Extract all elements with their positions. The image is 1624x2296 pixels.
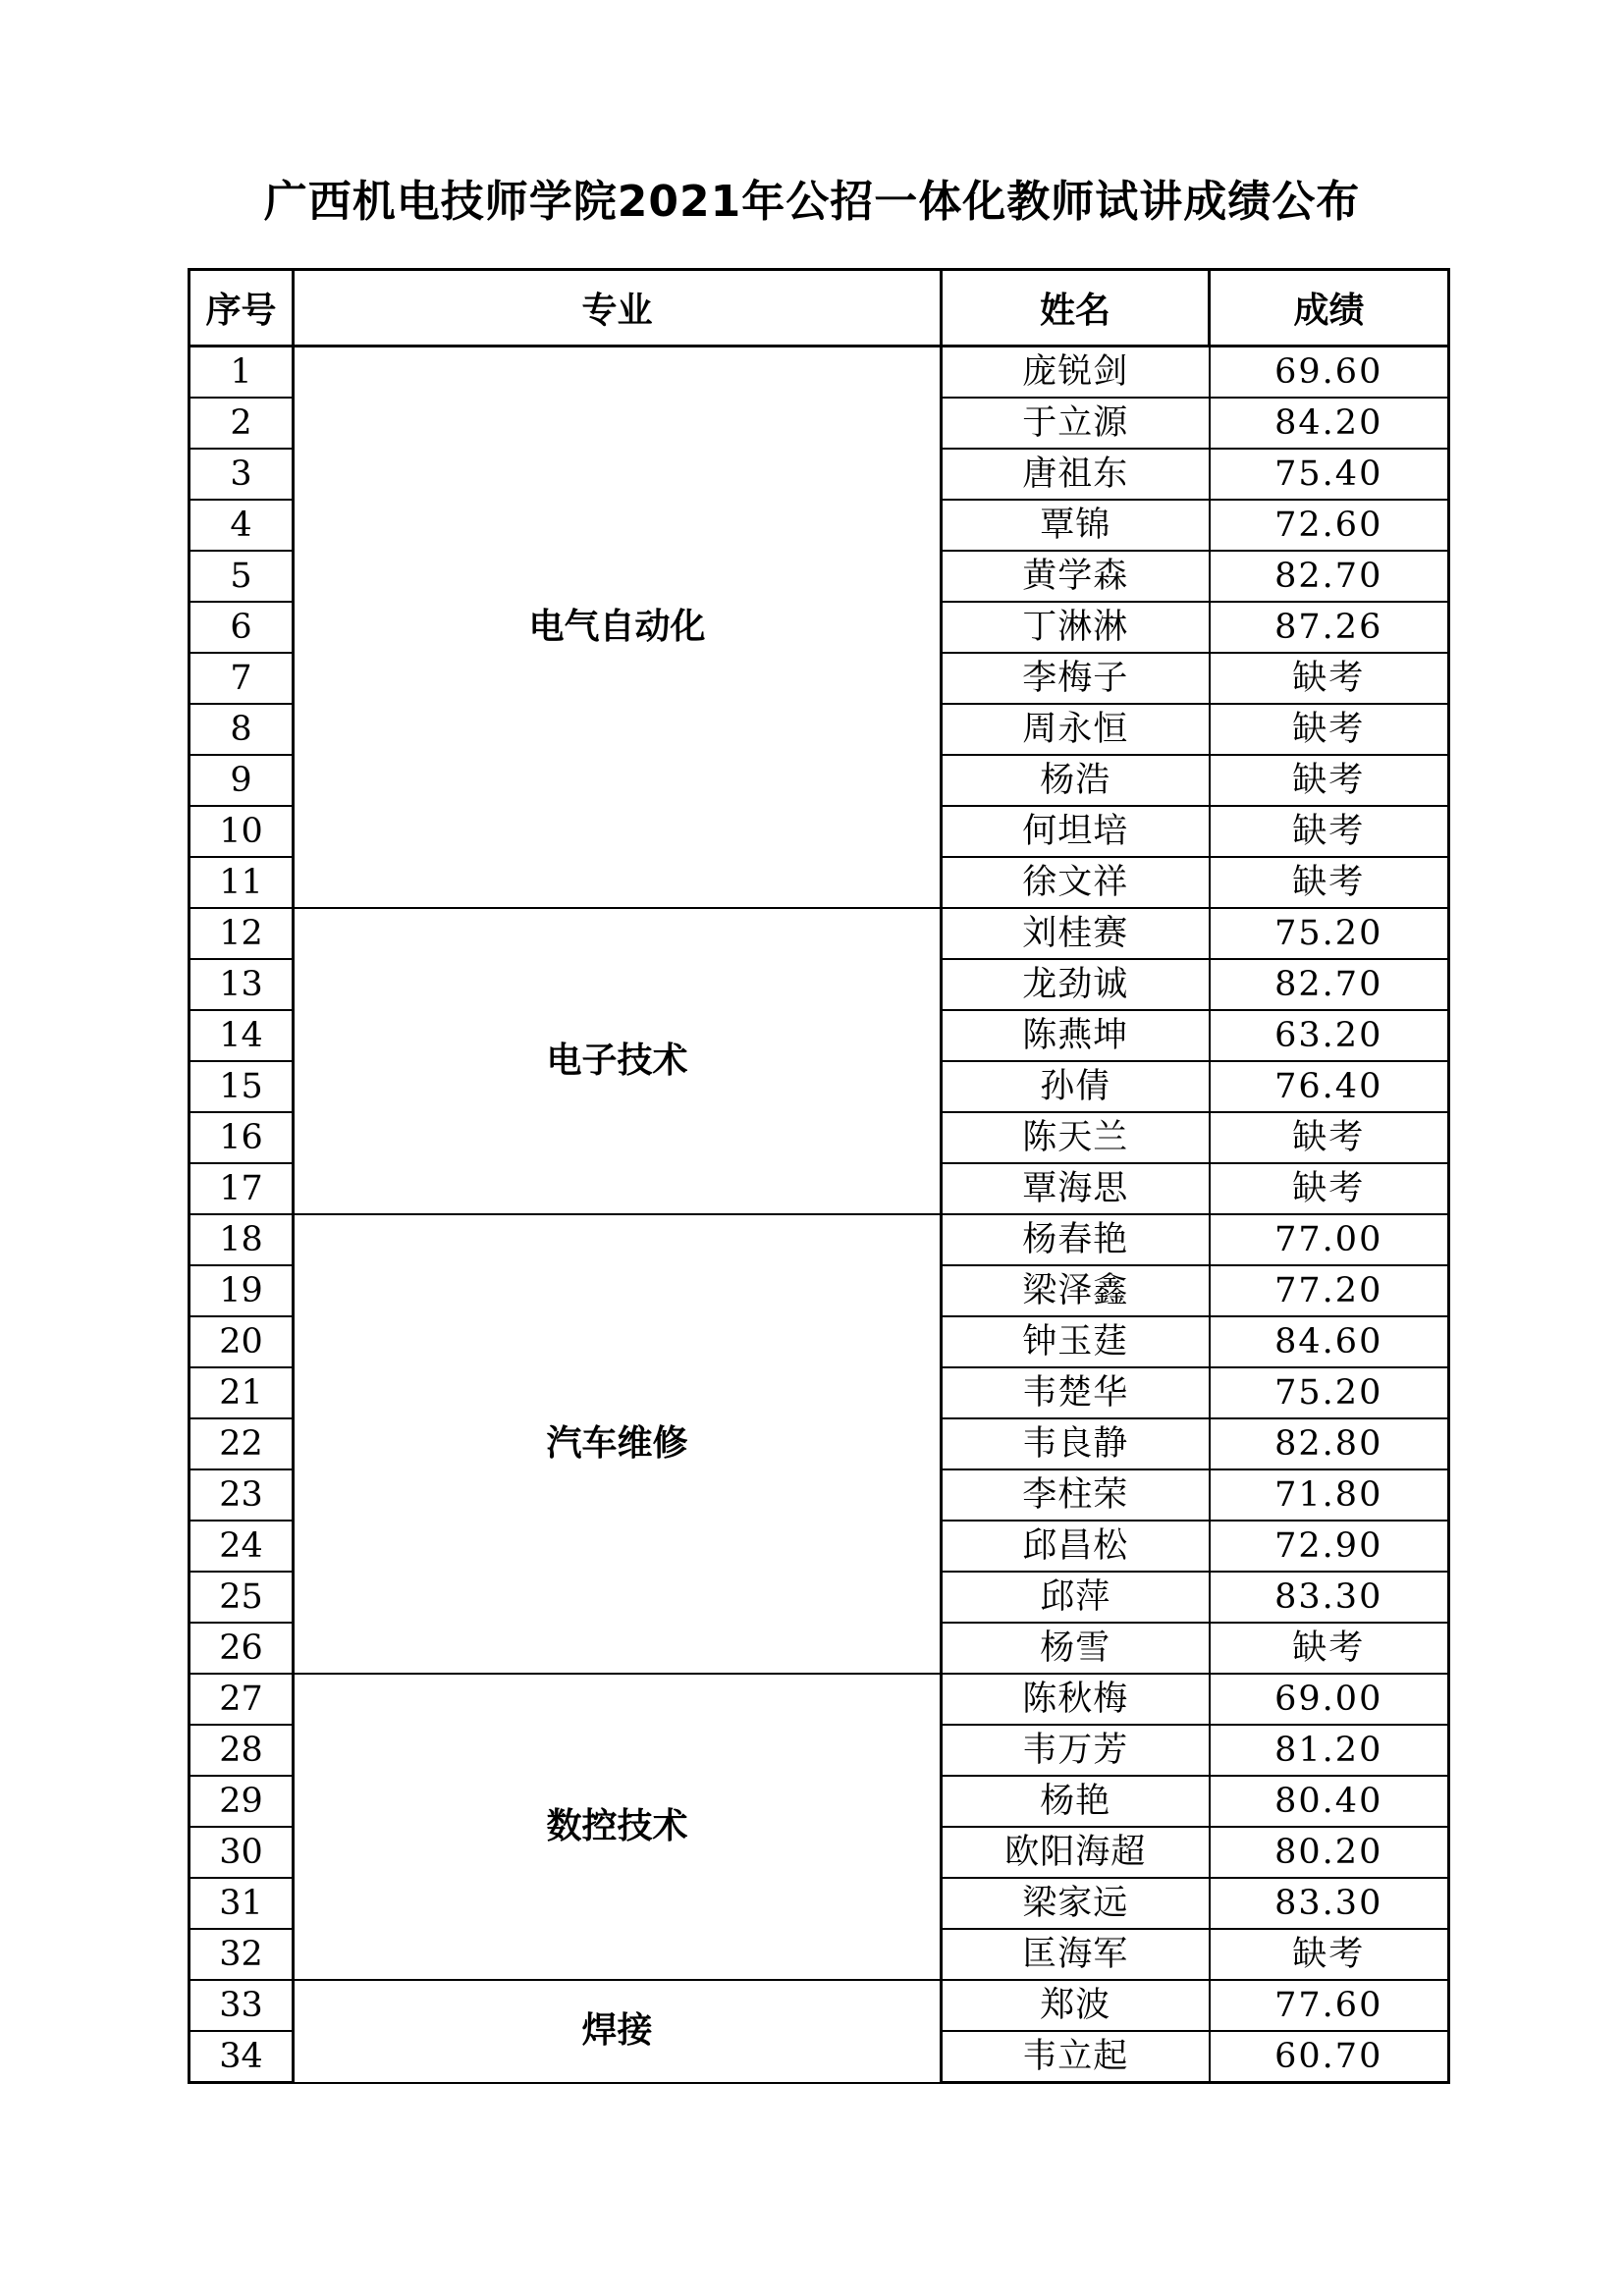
candidate-score: 84.20 [1210,398,1449,449]
candidate-score: 77.00 [1210,1214,1449,1265]
candidate-name: 于立源 [942,398,1210,449]
row-number: 27 [189,1674,294,1725]
major-cell: 电气自动化 [294,347,942,909]
candidate-score: 80.40 [1210,1776,1449,1827]
candidate-name: 欧阳海超 [942,1827,1210,1878]
candidate-name: 龙劲诚 [942,959,1210,1010]
row-number: 22 [189,1418,294,1469]
row-number: 19 [189,1265,294,1316]
row-number: 7 [189,653,294,704]
table-row [189,1674,1449,1725]
major-cell: 数控技术 [294,1674,942,1980]
row-number: 16 [189,1112,294,1163]
candidate-score: 84.60 [1210,1316,1449,1367]
candidate-score: 69.60 [1210,347,1449,399]
candidate-score: 63.20 [1210,1010,1449,1061]
candidate-score: 69.00 [1210,1674,1449,1725]
candidate-name: 周永恒 [942,704,1210,755]
row-number: 29 [189,1776,294,1827]
candidate-score: 缺考 [1210,1623,1449,1674]
candidate-score: 82.80 [1210,1418,1449,1469]
candidate-score: 缺考 [1210,653,1449,704]
row-number: 3 [189,449,294,500]
candidate-name: 李梅子 [942,653,1210,704]
candidate-score: 缺考 [1210,806,1449,857]
row-number: 34 [189,2031,294,2083]
candidate-score: 缺考 [1210,1112,1449,1163]
row-number: 31 [189,1878,294,1929]
candidate-score: 82.70 [1210,551,1449,602]
candidate-score: 75.40 [1210,449,1449,500]
candidate-name: 孙倩 [942,1061,1210,1112]
table-row [189,347,1449,399]
row-number: 8 [189,704,294,755]
header-major: 专业 [294,270,942,347]
candidate-name: 韦万芳 [942,1725,1210,1776]
candidate-name: 徐文祥 [942,857,1210,908]
row-number: 21 [189,1367,294,1418]
major-cell: 汽车维修 [294,1214,942,1674]
header-score: 成绩 [1210,270,1449,347]
row-number: 1 [189,347,294,399]
candidate-score: 75.20 [1210,1367,1449,1418]
candidate-score: 缺考 [1210,755,1449,806]
candidate-name: 黄学森 [942,551,1210,602]
candidate-name: 邱昌松 [942,1521,1210,1572]
table-body [189,347,1449,2083]
row-number: 30 [189,1827,294,1878]
candidate-name: 陈天兰 [942,1112,1210,1163]
candidate-name: 李柱荣 [942,1469,1210,1521]
row-number: 6 [189,602,294,653]
candidate-name: 韦良静 [942,1418,1210,1469]
row-number: 28 [189,1725,294,1776]
candidate-score: 75.20 [1210,908,1449,959]
candidate-name: 邱萍 [942,1572,1210,1623]
candidate-score: 72.90 [1210,1521,1449,1572]
candidate-score: 77.60 [1210,1980,1449,2031]
row-number: 9 [189,755,294,806]
major-cell: 电子技术 [294,908,942,1214]
candidate-name: 梁泽鑫 [942,1265,1210,1316]
header-name: 姓名 [942,270,1210,347]
row-number: 14 [189,1010,294,1061]
candidate-score: 缺考 [1210,1929,1449,1980]
candidate-name: 陈秋梅 [942,1674,1210,1725]
row-number: 5 [189,551,294,602]
table-row [189,908,1449,959]
row-number: 32 [189,1929,294,1980]
row-number: 4 [189,500,294,551]
candidate-name: 陈燕坤 [942,1010,1210,1061]
candidate-name: 匡海军 [942,1929,1210,1980]
candidate-score: 60.70 [1210,2031,1449,2083]
row-number: 10 [189,806,294,857]
row-number: 23 [189,1469,294,1521]
candidate-name: 覃海思 [942,1163,1210,1214]
row-number: 33 [189,1980,294,2031]
table-row [189,1214,1449,1265]
candidate-score: 缺考 [1210,704,1449,755]
row-number: 15 [189,1061,294,1112]
candidate-name: 韦立起 [942,2031,1210,2083]
candidate-name: 何坦培 [942,806,1210,857]
candidate-score: 77.20 [1210,1265,1449,1316]
candidate-name: 杨艳 [942,1776,1210,1827]
candidate-score: 缺考 [1210,857,1449,908]
candidate-score: 缺考 [1210,1163,1449,1214]
candidate-name: 覃锦 [942,500,1210,551]
candidate-score: 80.20 [1210,1827,1449,1878]
row-number: 17 [189,1163,294,1214]
candidate-name: 唐祖东 [942,449,1210,500]
candidate-name: 刘桂赛 [942,908,1210,959]
candidate-score: 87.26 [1210,602,1449,653]
table-row [189,1980,1449,2031]
candidate-name: 郑波 [942,1980,1210,2031]
candidate-score: 81.20 [1210,1725,1449,1776]
candidate-name: 韦楚华 [942,1367,1210,1418]
row-number: 24 [189,1521,294,1572]
row-number: 13 [189,959,294,1010]
major-cell: 焊接 [294,1980,942,2083]
candidate-name: 杨春艳 [942,1214,1210,1265]
candidate-name: 钟玉莛 [942,1316,1210,1367]
candidate-name: 梁家远 [942,1878,1210,1929]
candidate-name: 庞锐剑 [942,347,1210,399]
row-number: 12 [189,908,294,959]
candidate-name: 杨雪 [942,1623,1210,1674]
candidate-score: 72.60 [1210,500,1449,551]
score-table [188,268,1450,2084]
row-number: 26 [189,1623,294,1674]
page-title: 广西机电技师学院2021年公招一体化教师试讲成绩公布 [263,177,1361,227]
candidate-score: 71.80 [1210,1469,1449,1521]
table-header-row [189,270,1449,347]
candidate-score: 82.70 [1210,959,1449,1010]
row-number: 18 [189,1214,294,1265]
candidate-score: 76.40 [1210,1061,1449,1112]
row-number: 25 [189,1572,294,1623]
candidate-score: 83.30 [1210,1572,1449,1623]
header-no: 序号 [189,270,294,347]
candidate-name: 丁淋淋 [942,602,1210,653]
row-number: 20 [189,1316,294,1367]
row-number: 2 [189,398,294,449]
row-number: 11 [189,857,294,908]
candidate-name: 杨浩 [942,755,1210,806]
candidate-score: 83.30 [1210,1878,1449,1929]
